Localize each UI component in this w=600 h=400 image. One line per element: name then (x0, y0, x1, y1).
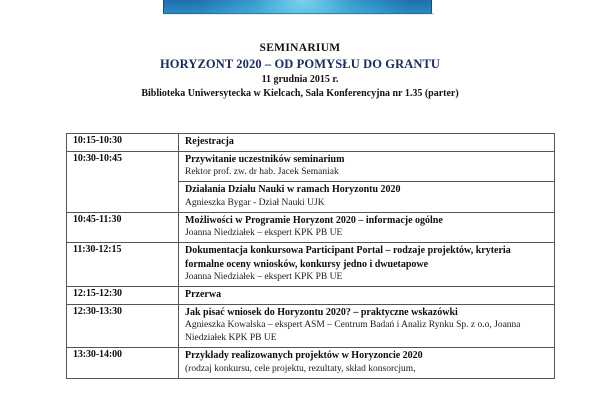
table-row (67, 151, 555, 182)
table-row (67, 287, 555, 305)
table-row (67, 134, 555, 152)
table-row (67, 243, 555, 287)
event-location: Biblioteka Uniwersytecka w Kielcach, Sala Konferencyjna nr 1.35 (parter) (141, 88, 459, 99)
agenda-item-speaker: Rektor prof. zw. dr hab. Jacek Semaniak (185, 167, 339, 177)
agenda-item-title: Rejestracja (185, 136, 234, 147)
agenda-description-cell (179, 348, 555, 379)
agenda-item-title: Przywitanie uczestników seminarium (185, 153, 345, 165)
agenda-time-cell: 12:30-13:30 (67, 304, 179, 348)
agenda-description-cell (179, 151, 555, 182)
agenda-table (66, 133, 555, 379)
agenda-item-speaker: Joanna Niedziałek – ekspert KPK PB UE (185, 272, 343, 282)
seminar-banner-image (163, 0, 432, 14)
agenda-description-cell (179, 243, 555, 287)
agenda-description-cell (179, 212, 555, 243)
event-date: 11 grudnia 2015 r. (261, 74, 339, 85)
agenda-item-title: Dokumentacja konkursowa Participant Portal – rodzaje projektów, kryteria formalne oceny wniosków, konkursy jedno i dwuetapowe (185, 245, 511, 270)
agenda-item-title: Jak pisać wniosek do Horyzontu 2020? – praktyczne wskazówki (185, 306, 458, 318)
agenda-time-cell: 12:15-12:30 (67, 287, 179, 305)
agenda-description-cell (179, 304, 555, 348)
agenda-item-title: Przerwa (185, 289, 222, 300)
agenda-item-title: Przykłady realizowanych projektów w Horyzoncie 2020 (185, 350, 423, 361)
table-row (67, 212, 555, 243)
banner-drop-shadow (163, 13, 434, 15)
agenda-item-speaker: Agnieszka Bygar - Dział Nauki UJK (185, 197, 325, 208)
agenda-item-title: Możliwości w Programie Horyzont 2020 – informacje ogólne (185, 214, 443, 226)
seminar-kicker: SEMINARIUM (259, 42, 341, 54)
page-title: HORYZONT 2020 – OD POMYSŁU DO GRANTU (159, 57, 441, 71)
agenda-item-title: Działania Działu Nauki w ramach Horyzontu 2020 (185, 184, 401, 195)
agenda-time-cell: 10:30-10:45 (67, 151, 179, 212)
agenda-time-cell: 11:30-12:15 (67, 243, 179, 287)
agenda-item-speaker: Agnieszka Kowalska – ekspert ASM – Centrum Badań i Analiz Rynku Sp. z o.o, Joanna Niedziałek KPK PB UE (185, 320, 521, 343)
agenda-description-cell (179, 182, 555, 213)
agenda-time-cell: 10:15-10:30 (67, 134, 179, 152)
agenda-time-cell: 10:45-11:30 (67, 212, 179, 243)
table-row (67, 304, 555, 348)
agenda-table-body (67, 134, 555, 379)
banner-gradient-graphic (163, 0, 432, 14)
table-row (67, 348, 555, 379)
document-header (0, 41, 600, 101)
agenda-description-cell (179, 134, 555, 152)
agenda-item-detail: (rodzaj konkursu, cele projektu, rezultaty, skład konsorcjum, (185, 363, 416, 374)
agenda-item-speaker: Joanna Niedziałek – ekspert KPK PB UE (185, 228, 343, 238)
agenda-time-cell: 13:30-14:00 (67, 348, 179, 379)
agenda-description-cell (179, 287, 555, 305)
